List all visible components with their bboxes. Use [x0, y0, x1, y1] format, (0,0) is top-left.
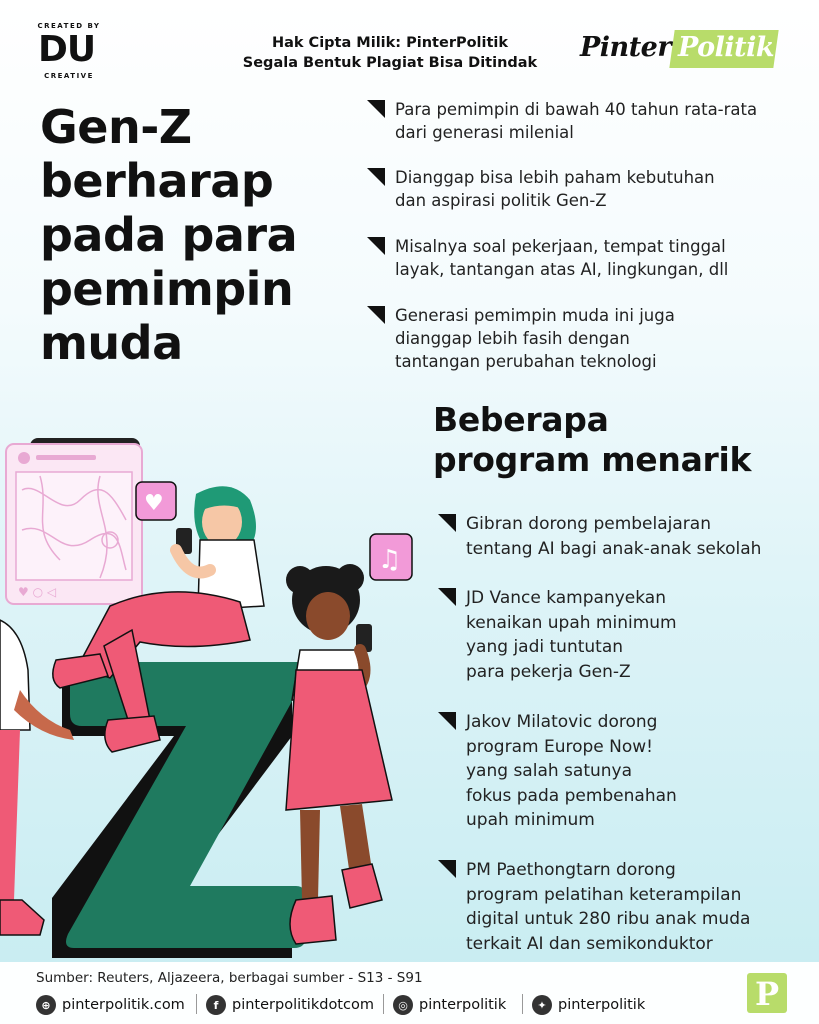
globe-icon: ⊕	[36, 995, 56, 1015]
program-text: yang jadi tuntutan	[466, 637, 624, 657]
bullet-triangle-icon	[367, 168, 385, 186]
social-post-card-icon	[6, 444, 142, 604]
point-item	[395, 98, 757, 144]
main-title-line-1: Gen-Z	[40, 100, 192, 154]
svg-text:♥: ♥	[144, 491, 164, 516]
gen-z-illustration	[0, 430, 430, 962]
svg-text:♫: ♫	[378, 545, 402, 575]
heart-bubble-icon	[136, 482, 176, 520]
bullet-triangle-icon	[367, 237, 385, 255]
program-text: yang salah satunya	[466, 761, 633, 781]
point-text: tantangan perubahan teknologi	[395, 352, 657, 371]
bullet-triangle-icon	[367, 306, 385, 324]
program-text: upah minimum	[466, 810, 595, 830]
program-text: JD Vance kampanyekan	[466, 588, 666, 608]
program-text: tentang AI bagi anak-anak sekolah	[466, 538, 762, 559]
footer-divider	[383, 994, 384, 1014]
main-title-line-4: pemimpin	[40, 262, 294, 316]
program-item	[466, 858, 750, 956]
instagram-label: pinterpolitik	[419, 997, 507, 1013]
twitter-icon: ✦	[532, 995, 552, 1015]
program-item	[466, 586, 677, 684]
program-text: PM Paethongtarn dorong	[466, 860, 676, 880]
main-title	[40, 100, 340, 370]
footer-divider	[196, 994, 197, 1014]
point-text: dan aspirasi politik Gen-Z	[395, 191, 607, 210]
program-text: program Europe Now!	[466, 736, 653, 757]
copyright-line-2: Segala Bentuk Plagiat Bisa Ditindak	[242, 55, 538, 71]
copyright-line-1: Hak Cipta Milik: PinterPolitik	[271, 35, 509, 51]
program-text: Jakov Milatovic dorong	[466, 712, 658, 732]
programs-title-line-1: Beberapa	[433, 400, 609, 439]
program-text: kenaikan upah minimum	[466, 612, 677, 633]
programs-title-line-2: program menarik	[433, 440, 752, 479]
brand-logo-part-1: Pinter	[580, 32, 672, 63]
creator-logo-bottom-text: CREATIVE	[44, 72, 94, 80]
creator-logo-top-text: CREATED BY	[37, 22, 101, 30]
program-item	[466, 512, 761, 561]
point-text: Misalnya soal pekerjaan, tempat tinggal	[395, 237, 726, 256]
point-text: Para pemimpin di bawah 40 tahun rata-rata	[395, 100, 758, 119]
point-text: layak, tantangan atas AI, lingkungan, dll	[395, 260, 729, 279]
facebook-icon: f	[206, 995, 226, 1015]
bullet-triangle-icon	[438, 514, 456, 532]
point-text: Generasi pemimpin muda ini juga	[395, 306, 675, 325]
bullet-triangle-icon	[438, 712, 456, 730]
program-item	[466, 710, 677, 833]
source-credit: Sumber: Reuters, Aljazeera, berbagai sumber - S13 - S91	[36, 970, 423, 986]
point-item	[395, 235, 728, 281]
brand-logo	[580, 30, 780, 72]
facebook-link[interactable]	[206, 994, 374, 1016]
main-title-line-2: berharap	[40, 154, 274, 208]
program-text: program pelatihan keterampilan	[466, 884, 742, 905]
bullet-triangle-icon	[438, 860, 456, 878]
point-text: dari generasi milenial	[395, 123, 574, 142]
program-text: fokus pada pembenahan	[466, 785, 677, 806]
brand-mark-letter: P	[755, 975, 780, 1013]
creator-logo	[36, 22, 102, 80]
music-note-bubble-icon	[370, 534, 412, 580]
program-text: digital untuk 280 ribu anak muda	[466, 909, 751, 929]
program-text: para pekerja Gen-Z	[466, 661, 631, 682]
creator-logo-mark: DU	[38, 29, 96, 70]
program-text: Gibran dorong pembelajaran	[466, 514, 711, 534]
svg-text:♥ ○ ◁: ♥ ○ ◁	[18, 585, 57, 599]
point-text: dianggap lebih fasih dengan	[395, 329, 630, 348]
brand-mark-icon	[747, 973, 787, 1013]
brand-logo-part-2: Politik	[678, 32, 775, 63]
instagram-icon: ◎	[393, 995, 413, 1015]
website-label: pinterpolitik.com	[62, 997, 185, 1013]
main-title-line-3: pada para	[40, 208, 298, 262]
program-text: terkait AI dan semikonduktor	[466, 933, 713, 954]
twitter-link[interactable]	[532, 994, 645, 1016]
point-item	[395, 166, 715, 212]
main-title-line-5: muda	[40, 316, 183, 370]
twitter-label: pinterpolitik	[558, 997, 646, 1013]
point-text: Dianggap bisa lebih paham kebutuhan	[395, 168, 715, 187]
copyright-notice	[230, 33, 550, 73]
point-item	[395, 304, 675, 373]
website-link[interactable]	[36, 994, 185, 1016]
letter-z-shape	[52, 662, 308, 958]
standing-girl-figure	[286, 564, 392, 944]
programs-title	[433, 400, 793, 480]
facebook-label: pinterpolitikdotcom	[232, 997, 374, 1013]
bullet-triangle-icon	[367, 100, 385, 118]
instagram-link[interactable]	[393, 994, 506, 1016]
bullet-triangle-icon	[438, 588, 456, 606]
footer-divider	[522, 994, 523, 1014]
